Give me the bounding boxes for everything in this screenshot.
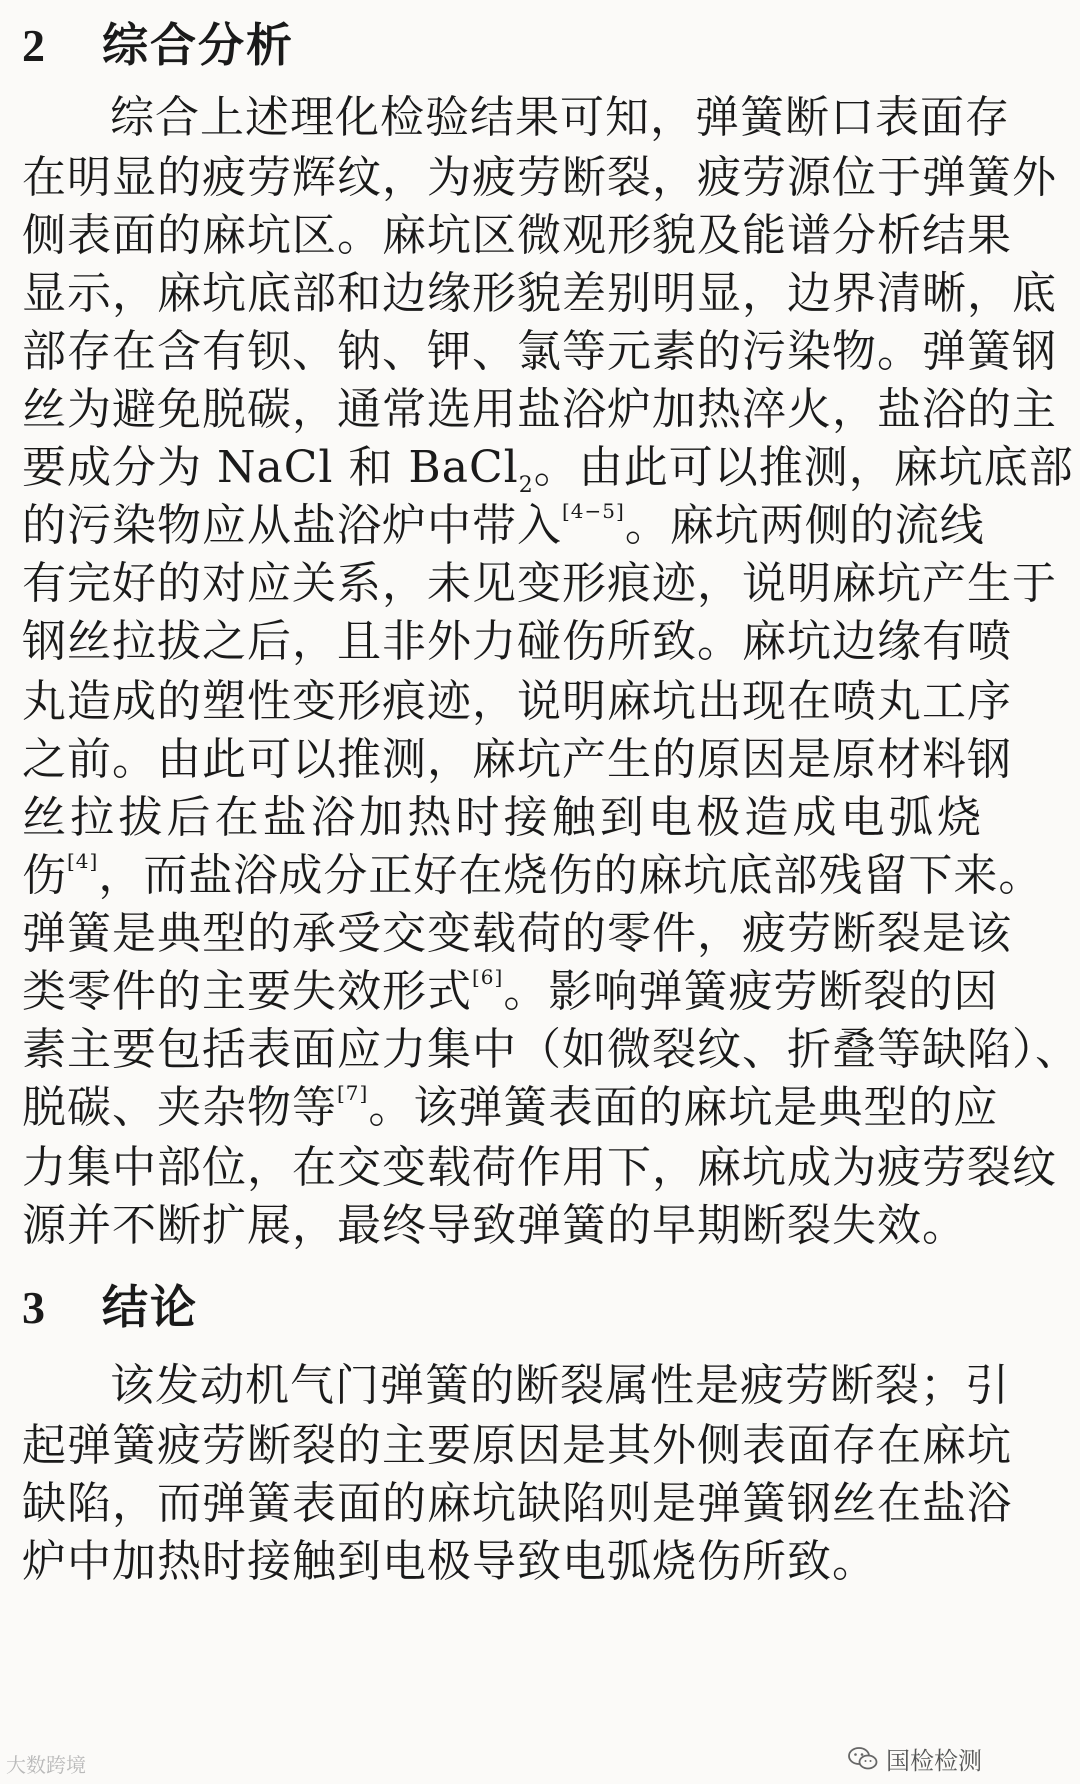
section-number: 3 [22,1282,47,1333]
paragraph-line-with-citation [22,965,999,1017]
section-heading-3 [22,1280,198,1334]
paragraph-line: 源并不断扩展，最终导致弹簧的早期断裂失效。 [22,1200,967,1251]
paragraph-line-with-citation [22,849,1044,901]
paragraph-line-with-subscript [22,442,1074,498]
line-text: 要成分为 NaCl 和 BaCl [22,442,519,493]
paragraph-line: 钢丝拉拔之后，且非外力碰伤所致。麻坑边缘有喷 [22,616,1012,667]
paragraph-line: 之前。由此可以推测，麻坑产生的原因是原材料钢 [22,734,1012,785]
citation: [7] [337,1081,369,1105]
line-text: 伤 [22,850,67,901]
line-text-tail: 。该弹簧表面的麻坑是典型的应 [368,1082,999,1133]
paragraph-line: 该发动机气门弹簧的断裂属性是疲劳断裂；引 [110,1360,1010,1411]
line-text: 类零件的主要失效形式 [22,966,472,1017]
paragraph-line: 缺陷，而弹簧表面的麻坑缺陷则是弹簧钢丝在盐浴 [22,1478,1012,1529]
line-text: 的污染物应从盐浴炉中带入 [22,500,562,551]
subscript: 2 [518,472,534,498]
paragraph-line: 素主要包括表面应力集中（如微裂纹、折叠等缺陷）、 [22,1024,1080,1075]
watermark-left: 大数跨境 [6,1753,86,1777]
citation: [4−5] [562,499,625,523]
section-title: 结论 [102,1280,198,1334]
section-title: 综合分析 [102,18,294,72]
paragraph-line: 起弹簧疲劳断裂的主要原因是其外侧表面存在麻坑 [22,1420,1012,1471]
paragraph-line: 弹簧是典型的承受交变载荷的零件，疲劳断裂是该 [22,908,1012,959]
paragraph-line: 侧表面的麻坑区。麻坑区微观形貌及能谱分析结果 [22,210,1012,261]
paragraph-line: 部存在含有钡、钠、钾、氯等元素的污染物。弹簧钢 [22,326,1057,377]
line-text-tail: 。由此可以推测，麻坑底部 [533,442,1074,493]
paragraph-line: 丸造成的塑性变形痕迹，说明麻坑出现在喷丸工序 [22,676,1012,727]
watermark-right-text: 国检检测 [886,1747,982,1775]
paragraph-line: 有完好的对应关系，未见变形痕迹，说明麻坑产生于 [22,558,1057,609]
citation: [6] [472,965,504,989]
line-text-tail: ，而盐浴成分正好在烧伤的麻坑底部残留下来。 [98,850,1044,901]
paragraph-line: 丝拉拔后在盐浴加热时接触到电极造成电弧烧 [22,792,982,843]
paragraph-line: 力集中部位，在交变载荷作用下，麻坑成为疲劳裂纹 [22,1142,1057,1193]
citation: [4] [67,849,99,873]
line-text: 脱碳、夹杂物等 [22,1082,337,1133]
paragraph-line-with-citation [22,499,985,551]
paragraph-line: 显示，麻坑底部和边缘形貌差别明显，边界清晰，底 [22,268,1057,319]
paragraph-line: 丝为避免脱碳，通常选用盐浴炉加热淬火，盐浴的主 [22,384,1057,435]
section-number: 2 [22,20,47,71]
wechat-icon [848,1746,878,1772]
paragraph-line: 在明显的疲劳辉纹，为疲劳断裂，疲劳源位于弹簧外 [22,152,1057,203]
line-text-tail: 。麻坑两侧的流线 [624,500,985,551]
paragraph-line: 炉中加热时接触到电极导致电弧烧伤所致。 [22,1536,877,1587]
paragraph-line: 综合上述理化检验结果可知，弹簧断口表面存 [110,92,1010,143]
line-text-tail: 。影响弹簧疲劳断裂的因 [503,966,999,1017]
paragraph-line-with-citation [22,1081,999,1133]
section-heading-2 [22,18,294,72]
watermark-right [848,1741,982,1776]
footer-watermarks [0,1744,1000,1784]
